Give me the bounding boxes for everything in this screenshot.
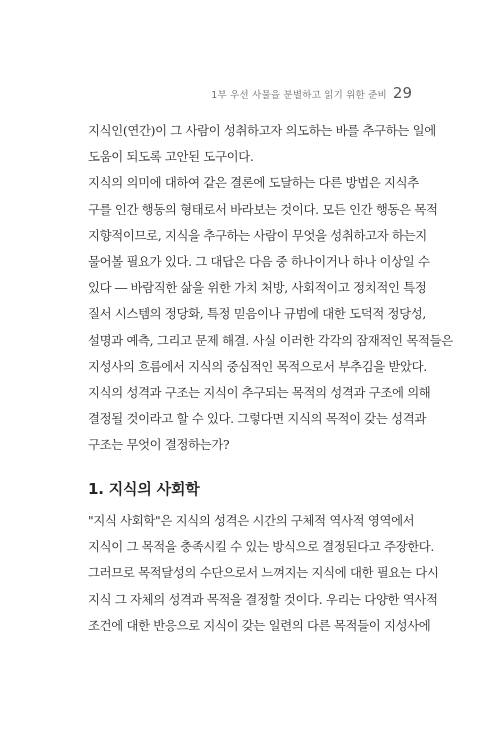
- text-line: 그러므로 목적달성의 수단으로서 느껴지는 지식에 대한 필요는 다시: [88, 565, 439, 581]
- text-line: 설명과 예측, 그리고 문제 해결. 사실 이러한 각각의 잠재적인 목적들은: [88, 332, 453, 348]
- text-line: 있다 ― 바람직한 삶을 위한 가치 처방, 사회적이고 정치적인 특정: [88, 280, 427, 296]
- text-line: 지식인(연간)이 그 사람이 성취하고자 의도하는 바를 추구하는 일에: [88, 123, 436, 138]
- running-title: 1부 우선 사물을 분별하고 읽기 위한 준비: [211, 90, 387, 101]
- text-line: 물어볼 필요가 있다. 그 대답은 다음 중 하나이거나 하나 이상일 수: [88, 253, 430, 269]
- text-line: 구조는 무엇이 결정하는가?: [88, 437, 230, 453]
- text-line: 지식 그 자체의 성격과 목적을 결정할 것이다. 우리는 다양한 역사적: [88, 591, 438, 607]
- body-text-top: [88, 118, 453, 458]
- text-line: 지식이 그 목적을 충족시킬 수 있는 방식으로 결정된다고 주장한다.: [88, 539, 435, 555]
- text-line: 도움이 되도록 고안된 도구이다.: [88, 149, 254, 165]
- section-title: 1. 지식의 사회학: [88, 480, 200, 498]
- text-line: 질서 시스템의 정당화, 특정 믿음이나 규범에 대한 도덕적 정당성,: [88, 306, 426, 322]
- text-line: 지식의 성격과 구조는 지식이 추구되는 목적의 성격과 구조에 의해: [88, 384, 431, 400]
- text-line: 지성사의 흐름에서 지식의 중심적인 목적으로서 부추김을 받았다.: [88, 358, 427, 374]
- text-line: 결정될 것이라고 할 수 있다. 그렇다면 지식의 목적이 갖는 성격과: [88, 411, 426, 427]
- page-number: 29: [392, 84, 412, 102]
- running-header: [211, 84, 412, 102]
- text-line: 지식의 의미에 대하여 같은 결론에 도달하는 다른 방법은 지식추: [88, 175, 419, 191]
- text-line: 구를 인간 행동의 형태로서 바라보는 것이다. 모든 인간 행동은 목적: [88, 201, 438, 217]
- text-line: 지향적이므로, 지식을 추구하는 사람이 무엇을 성취하고자 하는지: [88, 227, 427, 243]
- text-line: "지식 사회학"은 지식의 성격은 시간의 구체적 역사적 영역에서: [88, 513, 415, 528]
- text-line: 조건에 대한 반응으로 지식이 갖는 일련의 다른 목적들이 지성사에: [88, 617, 431, 633]
- body-text-bottom: [88, 508, 439, 639]
